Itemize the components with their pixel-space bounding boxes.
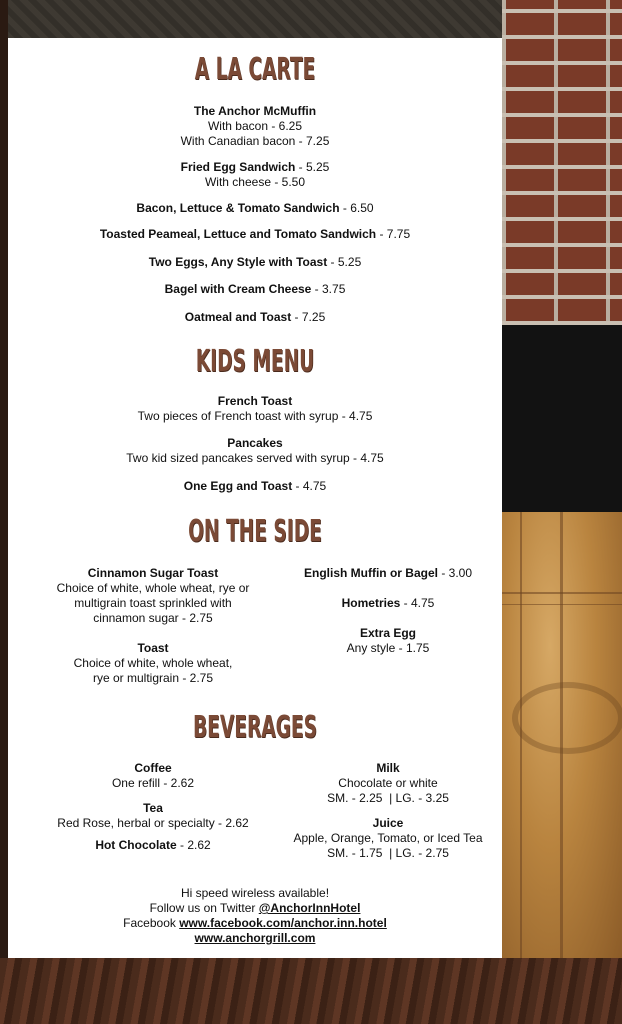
kids-menu-title: KIDS MENU xyxy=(195,344,315,379)
a-la-carte-title: A LA CARTE xyxy=(194,52,316,87)
twitter-handle-link[interactable]: @AnchorInnHotel xyxy=(258,901,361,915)
item-price: - 4.75 xyxy=(292,479,327,493)
item-price: - 5.25 xyxy=(327,255,362,269)
item-name: Extra Egg xyxy=(359,626,416,640)
item-price: - 7.25 xyxy=(291,310,326,324)
twitter-prefix: Follow us on Twitter xyxy=(149,901,259,915)
item-name: French Toast xyxy=(217,394,293,408)
menu-item-bagel xyxy=(8,282,502,297)
menu-item-hometries xyxy=(283,596,493,611)
item-price: - 6.50 xyxy=(339,201,374,215)
black-panel xyxy=(502,325,622,512)
item-detail: Choice of white, whole wheat, xyxy=(73,656,233,670)
item-detail: Choice of white, whole wheat, rye or xyxy=(56,581,250,595)
menu-item-oatmeal xyxy=(8,310,502,325)
menu-item-coffee xyxy=(38,761,268,791)
item-price: - 4.75 xyxy=(400,596,435,610)
item-name: Fried Egg Sandwich xyxy=(180,160,296,174)
item-detail: SM. - 1.75 | LG. - 2.75 xyxy=(327,846,449,860)
item-name: Tea xyxy=(143,801,163,815)
left-border xyxy=(0,0,8,960)
item-detail: cinnamon sugar - 2.75 xyxy=(93,611,213,625)
menu-item-extra-egg xyxy=(283,626,493,656)
item-name: Hot Chocolate xyxy=(95,838,177,852)
item-detail: With Canadian bacon - 7.25 xyxy=(180,134,330,148)
stone-texture-header xyxy=(0,0,502,40)
item-detail: SM. - 2.25 | LG. - 3.25 xyxy=(327,791,449,805)
item-detail: Red Rose, herbal or specialty - 2.62 xyxy=(57,816,249,830)
item-name: Pancakes xyxy=(227,436,283,450)
item-name: Oatmeal and Toast xyxy=(184,310,292,324)
facebook-prefix: Facebook xyxy=(123,916,180,930)
wood-texture-footer xyxy=(0,958,622,1024)
menu-item-juice xyxy=(273,816,503,861)
item-name: Two Eggs, Any Style with Toast xyxy=(148,255,328,269)
brick-wall-panel xyxy=(502,0,622,325)
item-name: English Muffin or Bagel xyxy=(303,566,438,580)
parchment-panel xyxy=(502,512,622,958)
menu-item-two-eggs xyxy=(8,255,502,270)
item-name: Toast xyxy=(137,641,169,655)
footer xyxy=(8,886,502,946)
item-price: - 3.75 xyxy=(311,282,346,296)
item-name: Bagel with Cream Cheese xyxy=(164,282,312,296)
facebook-link[interactable]: www.facebook.com/anchor.inn.hotel xyxy=(179,916,387,930)
item-name: Bacon, Lettuce & Tomato Sandwich xyxy=(136,201,340,215)
item-price: - 3.00 xyxy=(437,566,473,580)
wifi-notice: Hi speed wireless available! xyxy=(180,886,330,900)
item-name: Cinnamon Sugar Toast xyxy=(87,566,219,580)
menu-item-peameal-sandwich xyxy=(8,227,502,242)
menu-item-tea xyxy=(38,801,268,831)
item-name: Milk xyxy=(376,761,400,775)
item-detail: Two pieces of French toast with syrup - 4.75 xyxy=(137,409,373,423)
menu-item-hot-chocolate xyxy=(38,838,268,853)
item-detail: Two kid sized pancakes served with syrup - 4.75 xyxy=(126,451,384,465)
item-detail: With cheese - 5.50 xyxy=(204,175,306,189)
on-the-side-title: ON THE SIDE xyxy=(188,514,322,549)
item-detail: multigrain toast sprinkled with xyxy=(74,596,232,610)
menu-item-blt xyxy=(8,201,502,216)
item-price: - 2.62 xyxy=(176,838,211,852)
menu-item-anchor-mcmuffin xyxy=(8,104,502,149)
item-detail: One refill - 2.62 xyxy=(111,776,195,790)
menu-item-fried-egg-sandwich xyxy=(8,160,502,190)
item-detail: With bacon - 6.25 xyxy=(207,119,303,133)
beverages-title: BEVERAGES xyxy=(192,710,318,745)
menu-item-toast xyxy=(38,641,268,686)
item-name: One Egg and Toast xyxy=(183,479,293,493)
menu-item-cinnamon-toast xyxy=(38,566,268,626)
menu-item-one-egg-toast xyxy=(8,479,502,494)
menu-item-french-toast xyxy=(8,394,502,424)
item-name: Toasted Peameal, Lettuce and Tomato Sandwich xyxy=(99,227,377,241)
item-detail: Chocolate or white xyxy=(338,776,438,790)
item-price: - 7.75 xyxy=(376,227,411,241)
menu-page xyxy=(8,38,502,958)
item-name: Hometries xyxy=(341,596,401,610)
item-price: - 5.25 xyxy=(295,160,330,174)
item-detail: Any style - 1.75 xyxy=(346,641,430,655)
menu-item-milk xyxy=(273,761,503,806)
item-detail: rye or multigrain - 2.75 xyxy=(92,671,214,685)
item-detail: Apple, Orange, Tomato, or Iced Tea xyxy=(293,831,483,845)
item-name: The Anchor McMuffin xyxy=(193,104,317,118)
website-link[interactable]: www.anchorgrill.com xyxy=(194,931,316,945)
menu-item-pancakes xyxy=(8,436,502,466)
item-name: Coffee xyxy=(134,761,172,775)
item-name: Juice xyxy=(372,816,404,830)
menu-item-english-muffin xyxy=(283,566,493,581)
